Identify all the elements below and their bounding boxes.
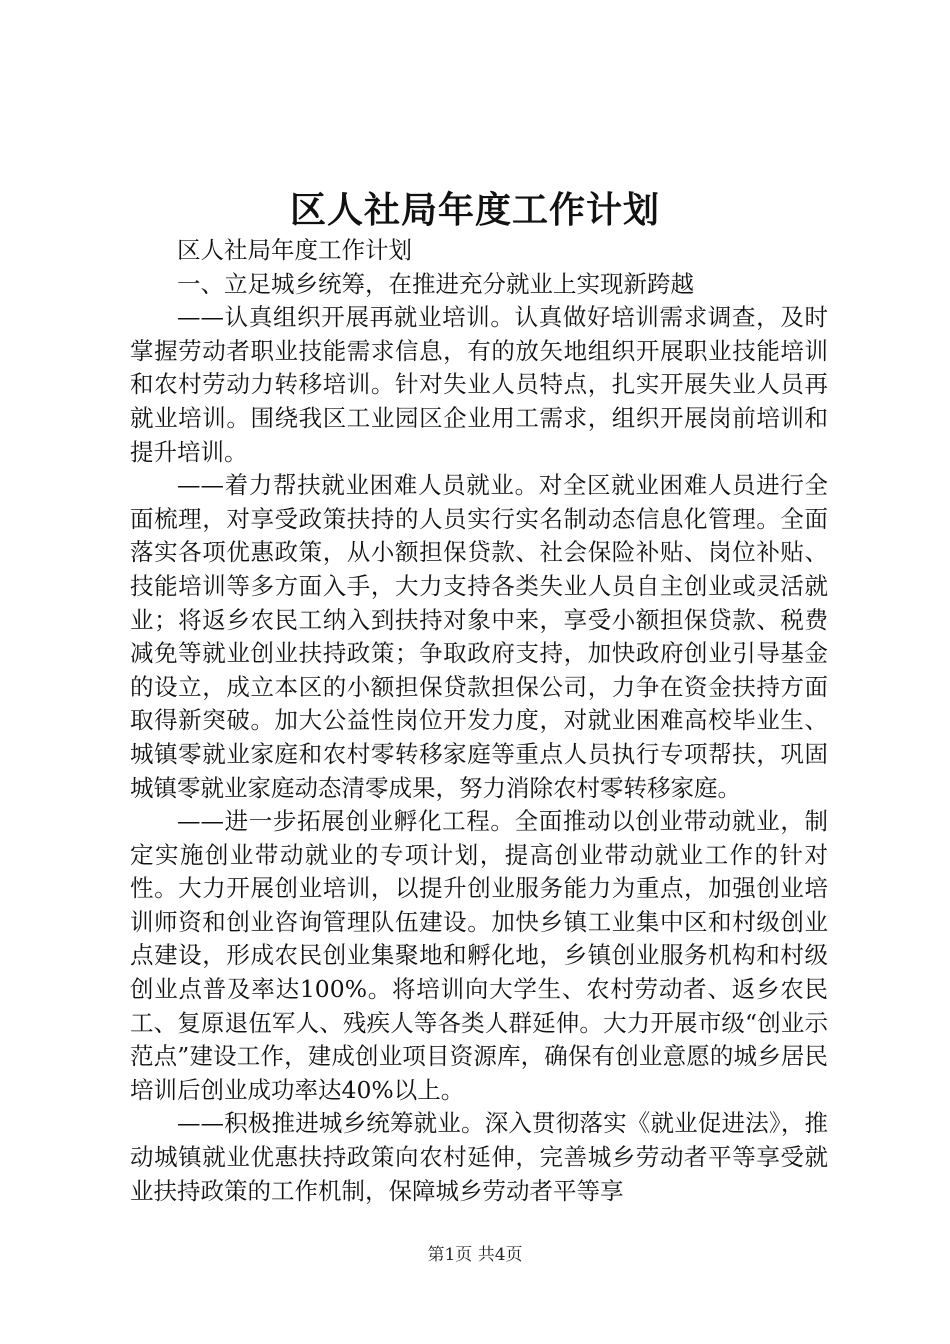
paragraph-section-heading: 一、立足城乡统筹，在推进充分就业上实现新跨越 xyxy=(177,269,694,298)
paragraph-entrepreneurship-incubation: ——进一步拓展创业孵化工程。全面推动以创业带动就业，制定实施创业带动就业的专项计划，提高创业带动就业工作的针对性。大力开展创业培训，以提升创业服务能力为重点，加强创业培训师资和创业咨询管理队伍建设。加快乡镇工业集中区和村级创业点建设，形成农民创业集聚地和孵化地，乡镇创业服务机构和村级创业点普及率达100%。将培训向大学生、农村劳动者、返乡农民工、复原退伍军人、残疾人等各类人群延伸。大力开展市级“创业示范点”建设工作，建成创业项目资源库，确保有创业意愿的城乡居民培训后创业成功率达40%以上。 xyxy=(130,807,828,1104)
document-title: 区人社局年度工作计划 xyxy=(289,189,660,231)
paragraph-subtitle: 区人社局年度工作计划 xyxy=(177,236,412,264)
paragraph-urban-rural-employment: ——积极推进城乡统筹就业。深入贯彻落实《就业促进法》，推动城镇就业优惠扶持政策向农村延伸，完善城乡劳动者平等享受就业扶持政策的工作机制，保障城乡劳动者平等享 xyxy=(130,1109,828,1205)
document-body xyxy=(130,234,828,1208)
paragraph-assist-employment: ——着力帮扶就业困难人员就业。对全区就业困难人员进行全面梳理，对享受政策扶持的人员实行实名制动态信息化管理。全面落实各项优惠政策，从小额担保贷款、社会保险补贴、岗位补贴、技能培训等多方面入手，大力支持各类失业人员自主创业或灵活就业；将返乡农民工纳入到扶持对象中来，享受小额担保贷款、税费减免等就业创业扶持政策；争取政府支持，加快政府创业引导基金的设立，成立本区的小额担保贷款担保公司，力争在资金扶持方面取得新突破。加大公益性岗位开发力度，对就业困难高校毕业生、城镇零就业家庭和农村零转移家庭等重点人员执行专项帮扶，巩固城镇零就业家庭动态清零成果，努力消除农村零转移家庭。 xyxy=(130,471,828,802)
page-number-footer: 第1页 共4页 xyxy=(427,1245,523,1265)
paragraph-reemployment-training: ——认真组织开展再就业培训。认真做好培训需求调查，及时掌握劳动者职业技能需求信息，有的放矢地组织开展职业技能培训和农村劳动力转移培训。针对失业人员特点，扎实开展失业人员再就业培训。围绕我区工业园区企业用工需求，组织开展岗前培训和提升培训。 xyxy=(130,303,828,466)
